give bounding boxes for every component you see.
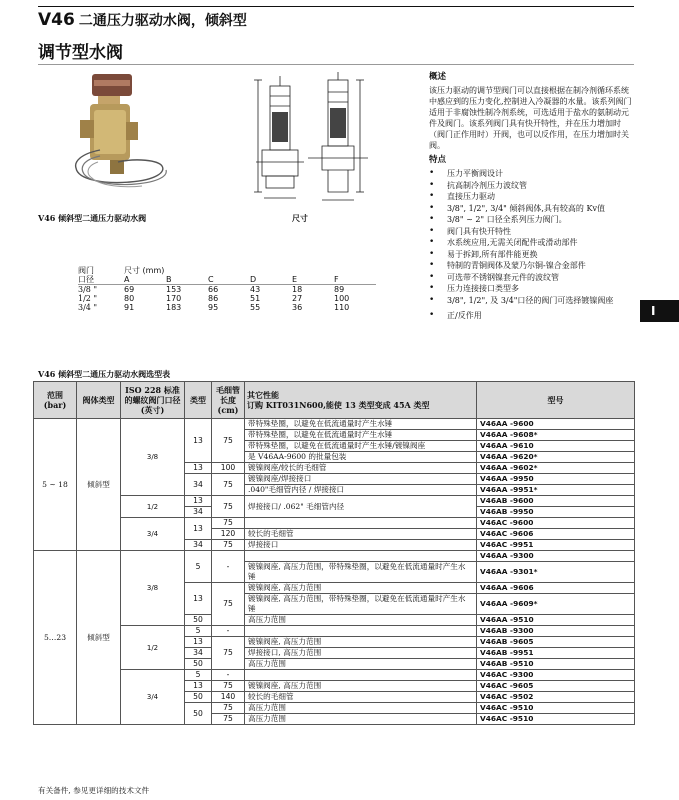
table-row — [34, 551, 635, 562]
capillary-cell: 140 — [212, 692, 245, 703]
table-row — [34, 496, 635, 507]
page-title — [38, 10, 247, 30]
table-row — [34, 419, 635, 430]
page-subtitle: 调节型水阀 — [38, 43, 123, 63]
section-tab: I — [640, 300, 679, 322]
dim-value: 110 — [334, 303, 350, 312]
desc-cell: 高压力范围 — [245, 714, 477, 725]
range-cell: 5…23 — [34, 551, 77, 725]
feature-item: • 易于拆卸,所有部件能更换 — [429, 249, 635, 260]
size-cell: 3/8 — [121, 419, 185, 496]
model-cell: V46AA -9951* — [477, 485, 635, 496]
capillary-cell: 75 — [212, 419, 245, 463]
desc-cell: 镀镍阀座/焊接接口 — [245, 474, 477, 485]
model-cell: V46AA -9602* — [477, 463, 635, 474]
header-type: 类型 — [185, 382, 212, 419]
capillary-cell: 75 — [212, 681, 245, 692]
model-cell: V46AB -9600 — [477, 496, 635, 507]
capillary-cell: 75 — [212, 496, 245, 518]
dim-value: 66 — [208, 285, 219, 294]
dim-value: 170 — [166, 294, 182, 303]
type-cell: 13 — [185, 463, 212, 474]
type-cell: 5 — [185, 551, 212, 583]
type-cell: 50 — [185, 692, 212, 703]
model-cell: V46AA -9609* — [477, 594, 635, 615]
model-cell: V46AB -9951 — [477, 648, 635, 659]
capillary-cell: 100 — [212, 463, 245, 474]
subtitle-rule — [38, 64, 634, 65]
dim-value: 91 — [124, 303, 135, 312]
desc-cell: 焊接接口, 高压力范围 — [245, 648, 477, 659]
dim-value: 95 — [208, 303, 219, 312]
dim-size: 3/8 " — [78, 285, 98, 294]
header-body: 阀体类型 — [77, 382, 121, 419]
model-cell: V46AA -9600 — [477, 419, 635, 430]
desc-cell: 带特殊垫圈，以避免在低流通量时产生水锤 — [245, 419, 477, 430]
capillary-cell: - — [212, 670, 245, 681]
type-cell: 50 — [185, 703, 212, 725]
feature-item: • 3/8" ~ 2" 口径全系列压力阀门。 — [429, 214, 635, 225]
type-cell: 50 — [185, 615, 212, 626]
capillary-cell: 75 — [212, 540, 245, 551]
model-cell: V46AB -9605 — [477, 637, 635, 648]
model-cell: V46AC -9510 — [477, 714, 635, 725]
desc-cell: 镀镍阀座, 高压力范围 — [245, 583, 477, 594]
table-row — [34, 670, 635, 681]
dim-value: 80 — [124, 294, 135, 303]
valve-product-illustration — [70, 70, 200, 208]
dim-value: 183 — [166, 303, 182, 312]
range-cell: 5 ~ 18 — [34, 419, 77, 551]
desc-cell: 高压力范围 — [245, 615, 477, 626]
dim-value: 27 — [292, 294, 303, 303]
top-rule — [38, 6, 634, 7]
dim-letter: E — [292, 275, 334, 285]
feature-item: • 特制的青铜阀体及蒙乃尔铜-镍合金部件 — [429, 260, 635, 271]
capillary-cell: 120 — [212, 529, 245, 540]
footer-note: 有关备件, 参见更详细的技术文件 — [38, 786, 150, 795]
model-cell: V46AB -9300 — [477, 626, 635, 637]
model-cell: V46AC -9600 — [477, 518, 635, 529]
dim-value: 51 — [250, 294, 261, 303]
valve-dimension-drawing — [248, 72, 378, 208]
desc-cell: 较长的毛细管 — [245, 692, 477, 703]
dim-letter: F — [334, 275, 376, 285]
dim-row — [78, 294, 376, 303]
model-cell: V46AB -9510 — [477, 659, 635, 670]
dim-value: 100 — [334, 294, 350, 303]
capillary-cell: - — [212, 626, 245, 637]
feature-item: • 压力平衡阀设计 — [429, 168, 635, 179]
type-cell: 13 — [185, 518, 212, 540]
desc-cell: 较长的毛细管 — [245, 529, 477, 540]
desc-cell: 带特殊垫圈，以避免在低流通量时产生水锤/镀镍阀座 — [245, 441, 477, 452]
size-cell: 1/2 — [121, 496, 185, 518]
size-cell: 3/4 — [121, 670, 185, 725]
size-cell: 1/2 — [121, 626, 185, 670]
type-cell: 13 — [185, 637, 212, 648]
desc-cell: 是 V46AA-9600 的批量包装 — [245, 452, 477, 463]
type-cell: 13 — [185, 419, 212, 463]
desc-cell: 焊接接口/ .062" 毛细管内径 — [245, 496, 477, 518]
selection-table-title: V46 倾斜型二通压力驱动水阀选型表 — [38, 369, 171, 379]
feature-item: • 可选带不锈钢镍套元件的波纹管 — [429, 272, 635, 283]
dim-col1-header-line1: 阀门 — [78, 266, 94, 275]
feature-item: • 3/8", 1/2", 3/4" 倾斜阀体,具有较高的 Kv值 — [429, 203, 635, 214]
body-type-cell: 倾斜型 — [77, 551, 121, 725]
feature-item: • 阀门具有快开特性 — [429, 226, 635, 237]
features-list — [429, 168, 635, 321]
features-heading: 特点 — [429, 155, 447, 165]
size-cell: 3/4 — [121, 518, 185, 551]
capillary-cell: 75 — [212, 714, 245, 725]
table-row — [34, 518, 635, 529]
model-cell: V46AA -9301* — [477, 562, 635, 583]
feature-item: • 直接压力驱动 — [429, 191, 635, 202]
type-cell: 34 — [185, 507, 212, 518]
dim-letter: B — [166, 275, 208, 285]
feature-item: • 压力连接接口类型多 — [429, 283, 635, 294]
dim-value: 18 — [292, 285, 303, 294]
size-cell: 3/8 — [121, 551, 185, 626]
dimension-table — [78, 266, 376, 312]
table-row — [34, 626, 635, 637]
type-cell: 13 — [185, 681, 212, 692]
capillary-cell: 75 — [212, 474, 245, 496]
capillary-cell: 75 — [212, 637, 245, 670]
type-cell: 13 — [185, 583, 212, 615]
desc-cell — [245, 551, 477, 562]
header-capillary: 毛细管长度 (cm) — [212, 382, 245, 419]
model-cell: V46AC -9502 — [477, 692, 635, 703]
dim-value: 153 — [166, 285, 182, 294]
feature-item: • 3/8", 1/2", 及 3/4"口径的阀门可选择镀镍阀座 — [429, 295, 635, 306]
selection-table — [33, 381, 635, 725]
dim-size: 1/2 " — [78, 294, 98, 303]
header-range: 范围 (bar) — [34, 382, 77, 419]
overview-heading: 概述 — [429, 72, 447, 82]
page-title-text: 二通压力驱动水阀，倾斜型 — [78, 13, 247, 29]
description-column — [429, 72, 635, 321]
capillary-cell: 75 — [212, 583, 245, 626]
feature-item: • 正/反作用 — [429, 310, 635, 321]
desc-cell: 镀镍阀座, 高压力范围，带特殊垫圈，以避免在低流通量时产生水锤 — [245, 562, 477, 583]
desc-cell: 带特殊垫圈，以避免在低流通量时产生水锤 — [245, 430, 477, 441]
dim-value: 55 — [250, 303, 261, 312]
dim-size: 3/4 " — [78, 303, 98, 312]
model-cell: V46AA -9510 — [477, 615, 635, 626]
desc-cell: 高压力范围 — [245, 703, 477, 714]
header-model: 型号 — [477, 382, 635, 419]
desc-cell: 镀镍阀座, 高压力范围 — [245, 637, 477, 648]
dim-row — [78, 285, 376, 295]
product-image-caption: V46 倾斜型二通压力驱动水阀 — [38, 213, 147, 223]
type-cell: 5 — [185, 670, 212, 681]
dim-letter: D — [250, 275, 292, 285]
model-cell: V46AA -9608* — [477, 430, 635, 441]
dim-value: 89 — [334, 285, 345, 294]
dim-value: 36 — [292, 303, 303, 312]
type-cell: 5 — [185, 626, 212, 637]
type-cell: 34 — [185, 474, 212, 496]
feature-item: • 抗高制冷剂压力波纹管 — [429, 180, 635, 191]
header-other-line1: 其它性能 — [247, 390, 279, 400]
desc-cell — [245, 626, 477, 637]
model-cell: V46AC -9300 — [477, 670, 635, 681]
model-cell: V46AA -9610 — [477, 441, 635, 452]
overview-text: 该压力驱动的调节型阀门可以直接根据在制冷剂循环系统中感应到的压力变化,控制进入冷凝器的水量。该系列阀门适用于非腐蚀性制冷剂系统，可选适用于盐水的氨制动元件及阀门。该系列阀门具有快开特性，并在压力增加时（阀门正作用时）开阀，也可以反作用，在压力增加时关阀。 — [429, 86, 632, 150]
type-cell: 50 — [185, 659, 212, 670]
model-cell: V46AC -9510 — [477, 703, 635, 714]
header-iso: ISO 228 标准的螺纹阀门口径(英寸) — [121, 382, 185, 419]
dimension-image-caption: 尺寸 — [292, 213, 308, 223]
feature-item: • 水系统应用,无需关闭配件或滑动部件 — [429, 237, 635, 248]
header-other — [245, 382, 477, 419]
model-cell: V46AA -9606 — [477, 583, 635, 594]
type-cell: 34 — [185, 648, 212, 659]
desc-cell: 镀镍阀座, 高压力范围，带特殊垫圈，以避免在低流通量时产生水锤 — [245, 594, 477, 615]
dim-letter: A — [124, 275, 166, 285]
desc-cell: 焊接接口 — [245, 540, 477, 551]
model-cell: V46AA -9950 — [477, 474, 635, 485]
model-cell: V46AB -9950 — [477, 507, 635, 518]
model-cell: V46AC -9606 — [477, 529, 635, 540]
product-code: V46 — [38, 10, 75, 30]
desc-cell: .040"毛细管内径 / 焊接接口 — [245, 485, 477, 496]
dim-row — [78, 303, 376, 312]
desc-cell — [245, 670, 477, 681]
capillary-cell: - — [212, 551, 245, 583]
model-cell: V46AC -9605 — [477, 681, 635, 692]
dim-col1-header-line2: 口径 — [78, 275, 124, 285]
model-cell: V46AA -9300 — [477, 551, 635, 562]
dim-letter: C — [208, 275, 250, 285]
header-other-line2: 订购 KIT031N600,能使 13 类型变成 45A 类型 — [247, 400, 430, 410]
type-cell: 13 — [185, 496, 212, 507]
body-type-cell: 倾斜型 — [77, 419, 121, 551]
desc-cell: 镀镍阀座, 高压力范围 — [245, 681, 477, 692]
dim-size-header: 尺寸 (mm) — [124, 266, 165, 275]
capillary-cell: 75 — [212, 518, 245, 529]
model-cell: V46AA -9620* — [477, 452, 635, 463]
type-cell: 34 — [185, 540, 212, 551]
dim-value: 86 — [208, 294, 219, 303]
desc-cell: 高压力范围 — [245, 659, 477, 670]
desc-cell: 镀镍阀座/较长的毛细管 — [245, 463, 477, 474]
desc-cell — [245, 518, 477, 529]
dim-value: 43 — [250, 285, 261, 294]
capillary-cell: 75 — [212, 703, 245, 714]
model-cell: V46AC -9951 — [477, 540, 635, 551]
dim-value: 69 — [124, 285, 135, 294]
